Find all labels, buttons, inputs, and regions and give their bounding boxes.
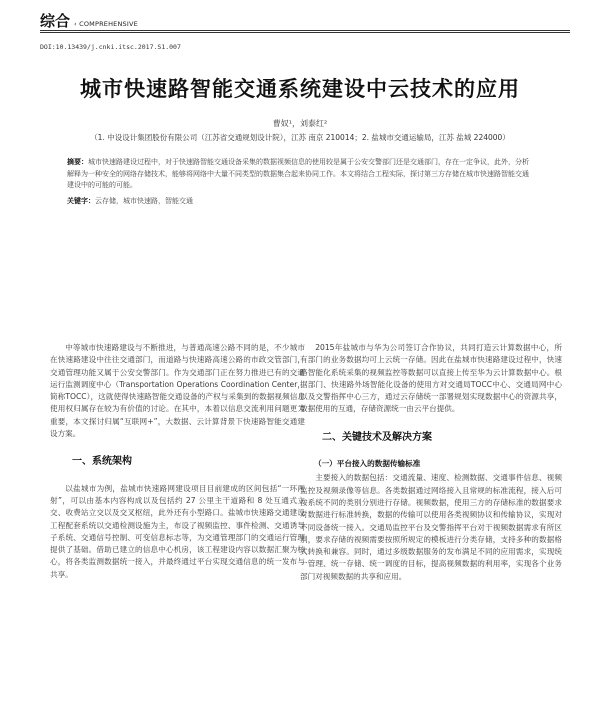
- left-column: [50, 342, 305, 581]
- cloud-paragraph: 2015年盐城市与华为公司签订合作协议，共同打造云计算数据中心，所有部门的业务数据均可上云统一存储。因此在盐城市快速路建设过程中，快速路智能化系统采集的视频监控等数据可以直接上传至华为云计算数据中心。根据部门、快速路外场智能化设备的使用方对交通局TOCC中心、交通局网中心以及交警指挥中心三方，通过云存储统一部署规划实现数据中心的资源共享，数据使用的互通，存储资源统一由云平台提供。: [300, 343, 562, 414]
- abstract-label: 摘要：: [67, 158, 88, 166]
- authors: 曹奴¹，刘泰红²: [272, 119, 328, 128]
- abstract: [67, 157, 535, 192]
- header-rule-thin: [40, 32, 570, 33]
- right-column: [300, 342, 562, 583]
- section-heading-key-tech: 二、关键技术及解决方案: [322, 431, 432, 443]
- journal-section-en: ‹ COMPREHENSIVE: [74, 20, 138, 28]
- keywords-label: 关键字：: [67, 197, 95, 205]
- journal-header: [40, 10, 138, 31]
- key-tech-paragraph: 主要接入的数据包括：交通流量、速度、检测数据、交通事件信息、视频监控及视频录像等信息。各类数据通过网络接入且常规的标准流程，接入后可按系统不同的类别分别进行存储。视频数据，使用三方的存储标准的数据要求对数据进行标准转换，数据的传输可以使用各类视频协议和传输协议，实现对不同设备统一接入。交通局监控平台及交警指挥平台对于视频数据需求有所区别，要求存储的视频需要按照所规定的模板进行分类存储，支持多种的数据格式转换和兼容。同时，通过多级数据服务的发布满足不同的应用需求，实现统一管理、统一存储、统一调度的目标，提高视频数据的利用率，实现各个业务部门对视频数据的共享和应用。: [300, 473, 562, 581]
- header-rule-thick: [40, 30, 570, 31]
- architecture-paragraph: 以盐城市为例，盐城市快速路网建设项目目前建成的区间包括“一环两射”，可以由基本内容构成以及包括约 27 公里主干道路和 8 处互通式立交、收费站立交以及交叉枢纽，此外还有小型路口。盐城市快速路交通建设工程配套系统以交通检测设施为主，布设了视频监控、事件检测、交通诱导子系统、交通信号控制、可变信息标志等，为交通管理部门的交通运行管理提供了基础。借助已建立的信息中心机房，该工程建设内容以数据汇聚为核心，将各类监测数据统一接入，并最终通过平台实现交通信息的统一发布与共享。: [50, 483, 305, 579]
- keywords: [67, 196, 535, 206]
- subsection-heading: （一）平台接入的数据传输标准: [314, 459, 421, 469]
- journal-section-cn: 综合: [40, 12, 71, 30]
- keywords-text: 云存储，城市快速路，智能交通: [95, 197, 193, 205]
- section-heading-architecture: 一、系统架构: [72, 456, 132, 468]
- affiliation: （1. 中设设计集团股份有限公司（江苏省交通规划设计院），江苏 南京 210014；2. 盐城市交通运输局，江苏 盐城 224000）: [90, 133, 510, 142]
- abstract-text: 城市快速路建设过程中，对于快速路智能交通设备采集的数据视频信息的使用较是属于公安交警部门还是交通部门，存在一定争议，此外，分析解释为一种安全的网络存储技术，能够将网络中大量不同类型的数据集合起来协同工作。本文将结合工程实际，探讨第三方存储在城市快速路智能交通建设中的可能的可能。: [67, 158, 529, 189]
- article-title: 城市快速路智能交通系统建设中云技术的应用: [80, 77, 520, 101]
- doi: DOI:10.13439/j.cnki.itsc.2017.S1.007: [40, 43, 181, 51]
- intro-paragraph: 中等城市快速路建设与不断推进，与普通高速公路不同的是，不少城市在快速路建设中往往交通部门，而道路与快速路高速公路的市政交管部门，交通管理功能又属于公安交警部门。作为交通部门正在努力推进已有的交通运行监测调度中心（Transportation Operations Coordination Center，简称TOCC），这就使得快速路智能交通设备的产权与采集到的数据视频信息使用权归属存在较为有价值的讨论。在其中，本着以信息交流利用问题更为重要，本文探讨归属“互联网+”，大数据、云计算背景下快速路智能交通建设方案。: [50, 343, 305, 439]
